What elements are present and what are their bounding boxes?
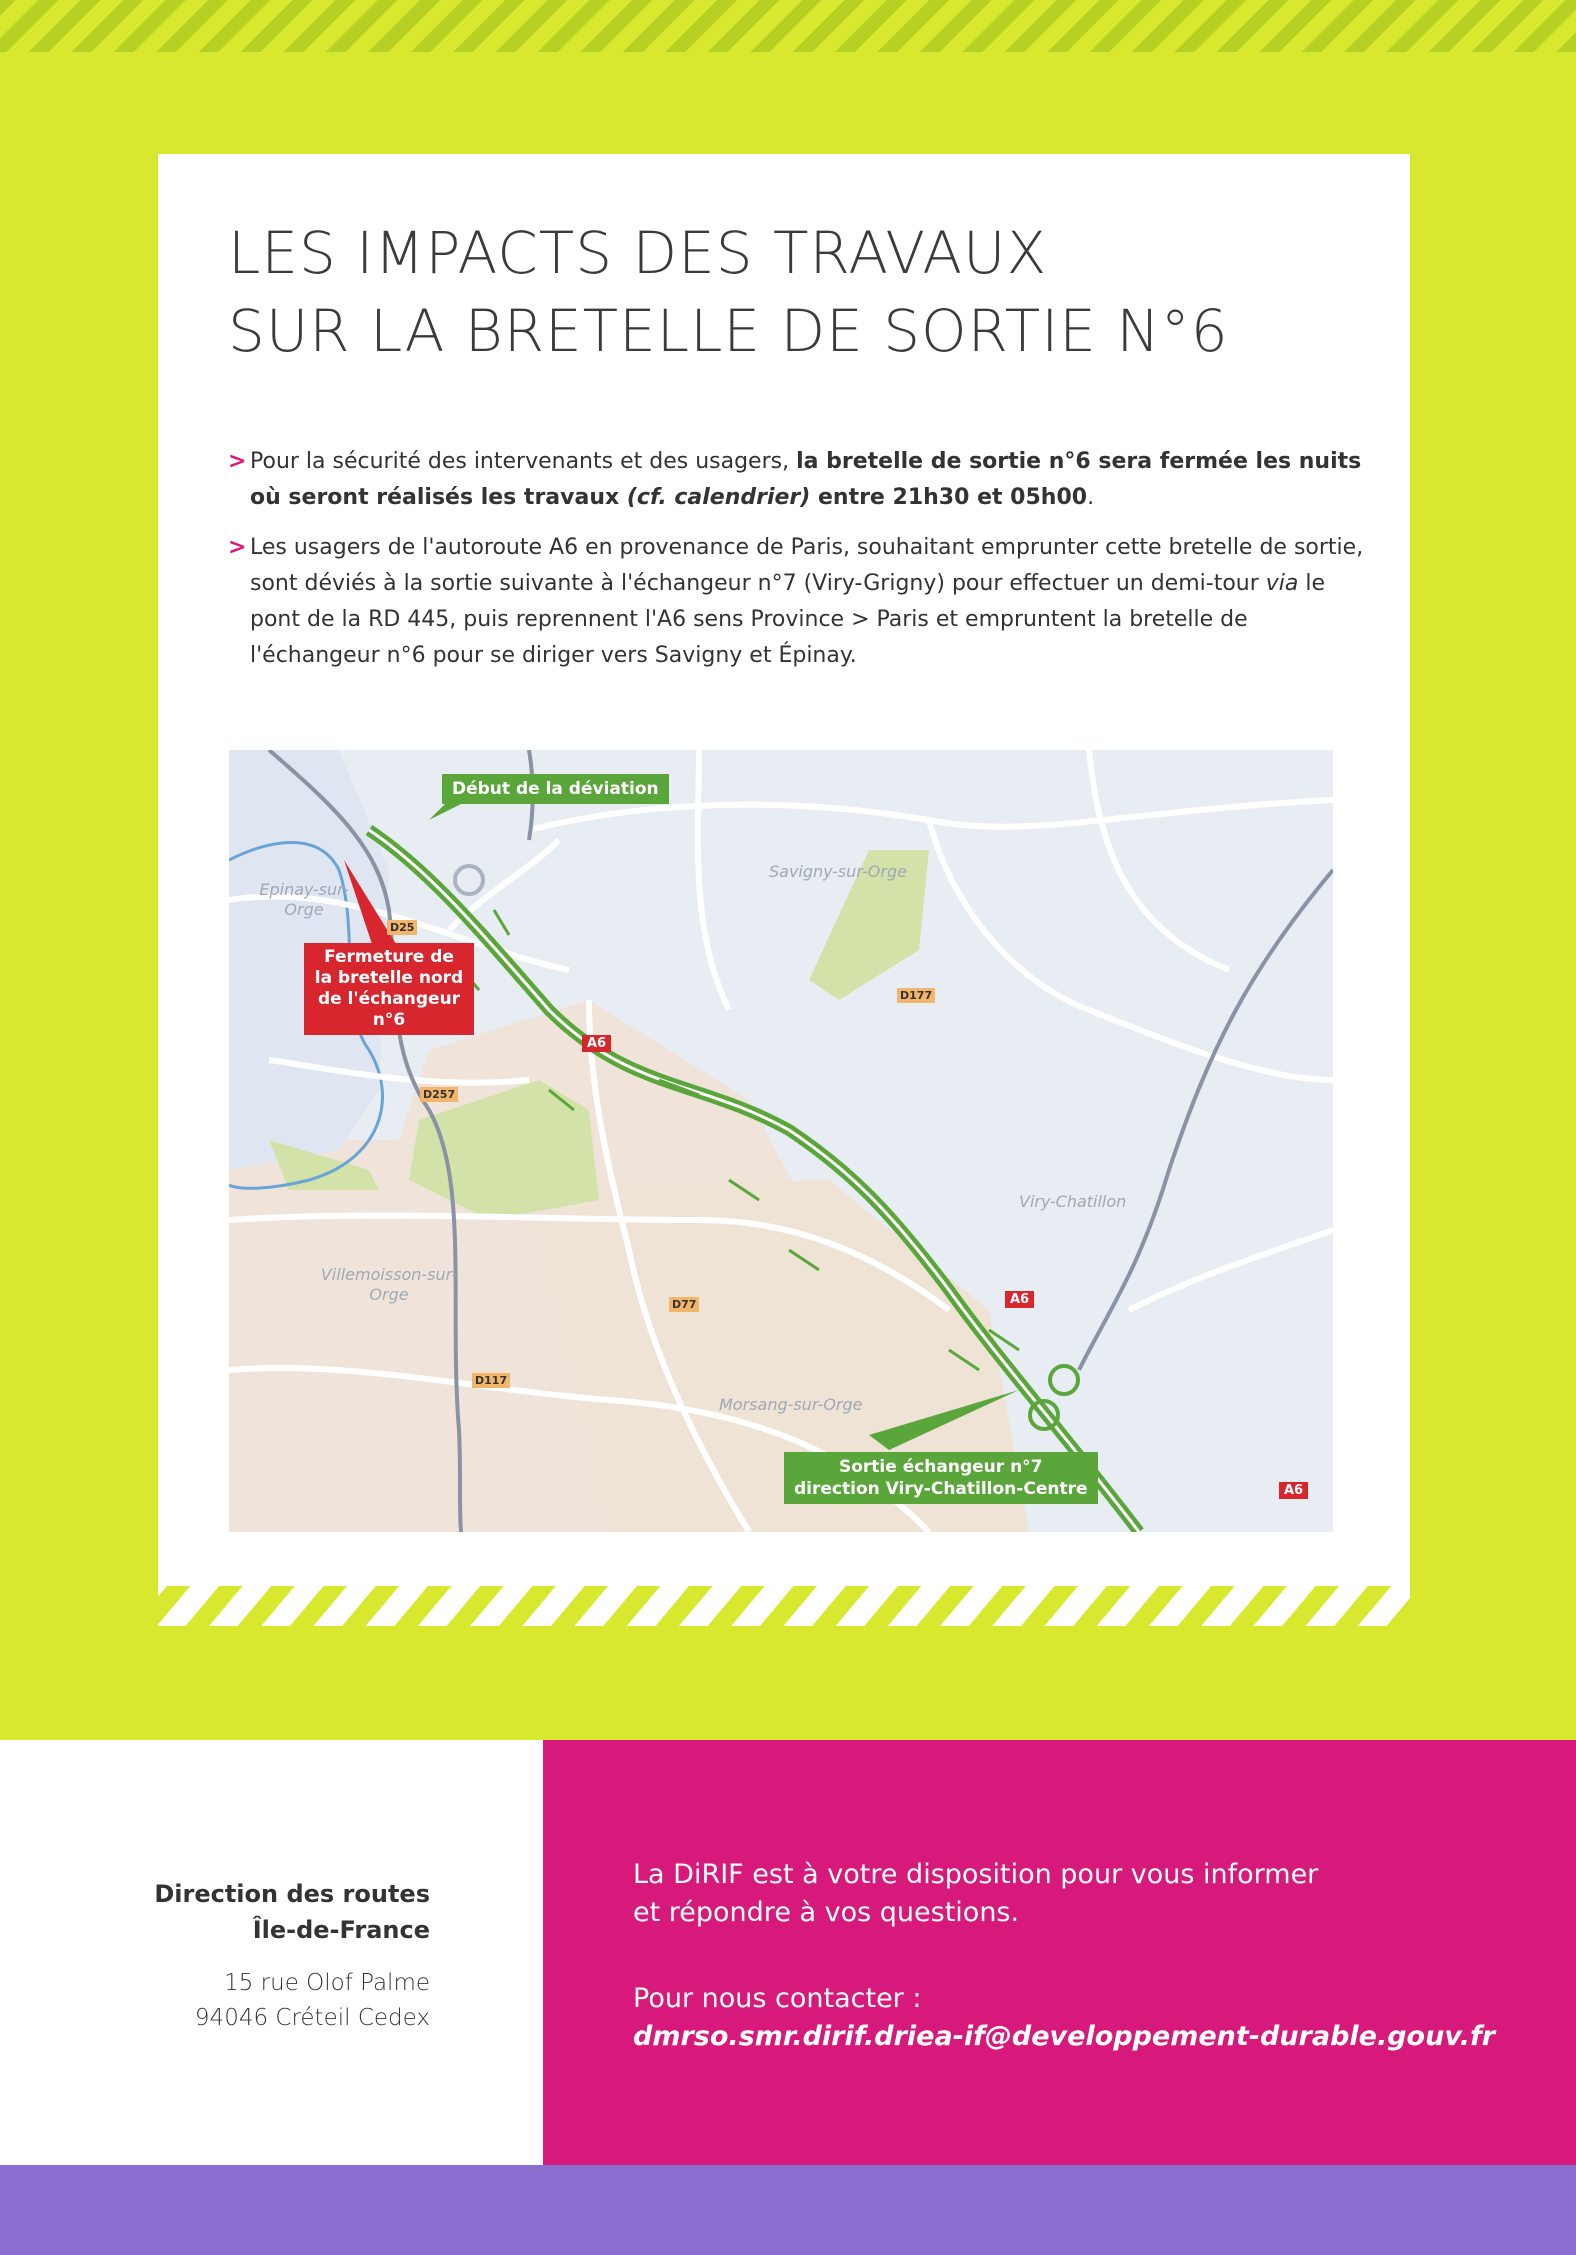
bullet-marker: > xyxy=(228,535,247,560)
postal-address xyxy=(195,1966,430,2036)
bullet-1-bold: la bretelle de sortie n°6 sera fermée les nuits où seront réalisés les travaux xyxy=(250,449,1362,510)
footer-contact-panel xyxy=(543,1740,1576,2165)
bullet-detour xyxy=(228,530,1378,674)
exit-7-label-line2: direction Viry-Chatillon-Centre xyxy=(794,1479,1088,1499)
exit-6-roundabout xyxy=(455,866,483,894)
place-villemoisson: Villemoisson-sur-Orge xyxy=(320,1265,458,1304)
road-tag-a6: A6 xyxy=(582,1035,611,1052)
bullet-marker: > xyxy=(228,449,247,474)
road xyxy=(1129,1230,1333,1310)
info-line-2: et répondre à vos questions. xyxy=(633,1897,1020,1928)
exit-7-label xyxy=(784,1452,1098,1504)
road xyxy=(1089,750,1229,970)
bullet-2-italic: via xyxy=(1265,571,1299,596)
closure-label: Fermeture de la bretelle nord de l'échangeur n°6 xyxy=(304,943,474,1035)
place-viry: Viry-Chatillon xyxy=(1019,1192,1127,1211)
org-name xyxy=(154,1876,430,1948)
railway xyxy=(1079,870,1333,1370)
arrow xyxy=(494,910,509,935)
addr-line-1: 15 rue Olof Palme xyxy=(224,1970,430,1996)
exit-7-label-line1: Sortie échangeur n°7 xyxy=(838,1457,1043,1477)
title-line-1: LES IMPACTS DES TRAVAUX xyxy=(228,219,1048,287)
bottom-color-band xyxy=(0,2165,1576,2255)
road-tag-d77: D77 xyxy=(669,1297,699,1312)
bullet-1-text: Pour la sécurité des intervenants et des usagers, xyxy=(250,449,797,474)
org-line-2: Île-de-France xyxy=(252,1916,430,1944)
content-card xyxy=(158,154,1410,1626)
contact-block xyxy=(633,1980,1495,2056)
page-title xyxy=(228,214,1328,370)
bullet-1-hours: entre 21h30 et 05h00 xyxy=(810,485,1088,510)
footer-address-panel xyxy=(0,1740,543,2165)
place-epinay: Epinay-sur-Orge xyxy=(259,880,349,919)
road-tag-d25: D25 xyxy=(387,920,417,935)
info-text xyxy=(633,1856,1318,1932)
contact-label: Pour nous contacter : xyxy=(633,1983,922,2014)
bullet-1-italic: (cf. calendrier) xyxy=(626,485,811,510)
road-tag-d117: D117 xyxy=(472,1373,510,1388)
road-tag-a6: A6 xyxy=(1005,1291,1034,1308)
detour-map xyxy=(229,750,1333,1532)
bullet-2-text: Les usagers de l'autoroute A6 en provenance de Paris, souhaitant emprunter cette bretelle de sortie, sont déviés à la sortie suivante à l'échangeur n°7 (Viry-Grigny) pour effectuer un demi-tour xyxy=(250,535,1364,596)
road-tag-d177: D177 xyxy=(897,988,935,1003)
road-tag-a6: A6 xyxy=(1279,1482,1308,1499)
place-savigny: Savigny-sur-Orge xyxy=(769,862,907,881)
contact-email-link[interactable]: dmrso.smr.dirif.driea-if@developpement-durable.gouv.fr xyxy=(633,2021,1496,2052)
bullet-list xyxy=(228,444,1378,688)
title-line-2: SUR LA BRETELLE DE SORTIE N°6 xyxy=(228,297,1229,365)
debut-deviation-label: Début de la déviation xyxy=(442,774,669,804)
top-hatch-band xyxy=(0,0,1576,52)
bullet-closure xyxy=(228,444,1378,516)
road xyxy=(698,750,729,1010)
org-line-1: Direction des routes xyxy=(154,1880,430,1908)
bullet-2-text-end: le pont de la RD 445, puis reprennent l'A6 sens Province > Paris et empruntent la bretelle de l'échangeur n°6 pour se diriger vers Savigny et Épinay. xyxy=(250,571,1326,668)
exit-7-loop xyxy=(1050,1366,1078,1394)
road-tag-d257: D257 xyxy=(420,1087,458,1102)
info-line-1: La DiRIF est à votre disposition pour vous informer xyxy=(633,1859,1319,1890)
place-morsang: Morsang-sur-Orge xyxy=(719,1395,863,1414)
addr-line-2: 94046 Créteil Cedex xyxy=(194,2005,430,2031)
bullet-1-end: . xyxy=(1087,485,1095,510)
card-hatch-band xyxy=(158,1586,1410,1626)
